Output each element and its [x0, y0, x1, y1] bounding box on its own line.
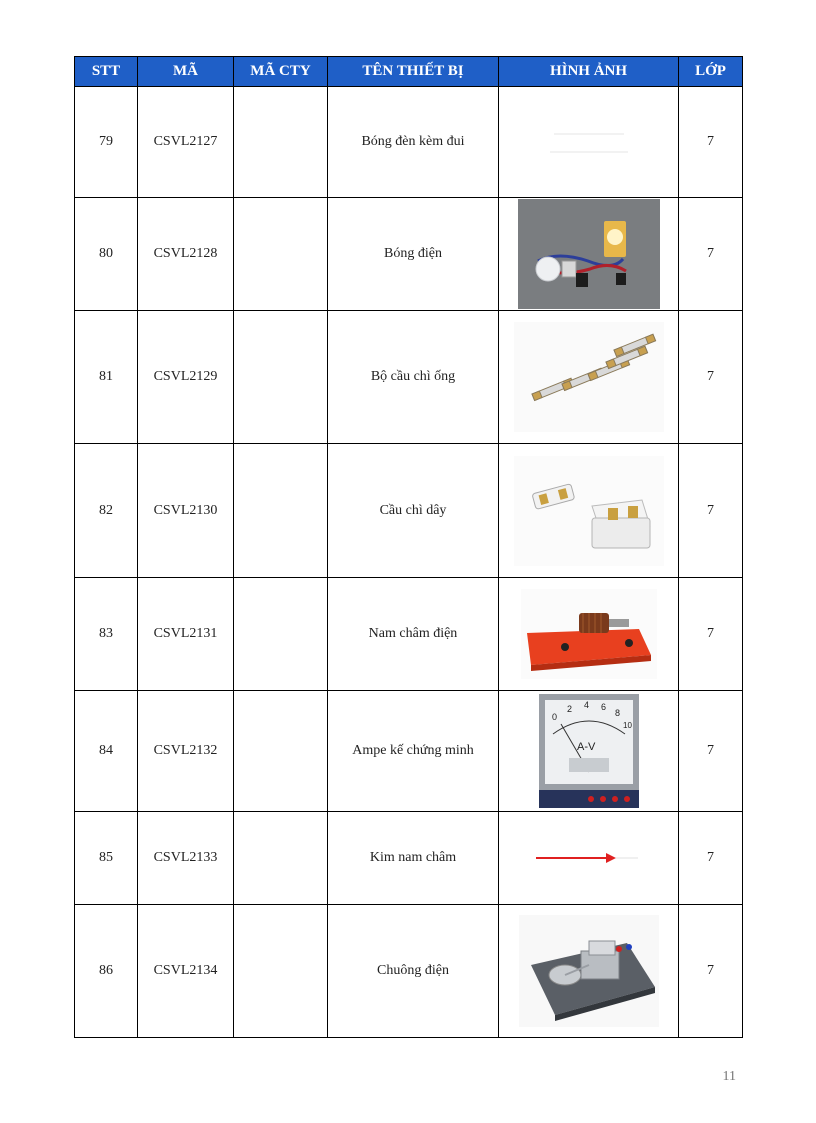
cell-hinh — [499, 198, 679, 311]
cell-ten: Cầu chì dây — [328, 444, 499, 578]
cell-lop: 7 — [679, 578, 743, 691]
ammeter-scale-6: 6 — [600, 702, 606, 712]
cell-stt: 86 — [75, 905, 138, 1038]
ammeter-scale-0: 0 — [551, 712, 557, 722]
cell-lop: 7 — [679, 198, 743, 311]
cell-lop: 7 — [679, 444, 743, 578]
table-row — [75, 87, 743, 198]
cell-ma-cty — [234, 905, 328, 1038]
equipment-table — [74, 56, 743, 1038]
cell-ma: CSVL2128 — [138, 198, 234, 311]
cell-ma: CSVL2134 — [138, 905, 234, 1038]
bulb-with-wires-image — [518, 199, 660, 309]
cell-ten: Bóng đèn kèm đui — [328, 87, 499, 198]
ammeter-label: A-V — [576, 741, 595, 753]
cell-ma: CSVL2131 — [138, 578, 234, 691]
table-row — [75, 905, 743, 1038]
header-ma-cty: MÃ CTY — [234, 57, 328, 87]
cell-ma-cty — [234, 812, 328, 905]
cell-ma: CSVL2132 — [138, 691, 234, 812]
cell-lop: 7 — [679, 87, 743, 198]
cell-ma: CSVL2133 — [138, 812, 234, 905]
cell-ma: CSVL2130 — [138, 444, 234, 578]
cell-lop: 7 — [679, 812, 743, 905]
cell-ma-cty — [234, 311, 328, 444]
cell-lop: 7 — [679, 905, 743, 1038]
cell-hinh — [499, 87, 679, 198]
tube-fuses-image — [514, 322, 664, 432]
cell-ma: CSVL2127 — [138, 87, 234, 198]
table-row — [75, 691, 743, 812]
cell-stt: 79 — [75, 87, 138, 198]
wire-fuse-image — [514, 456, 664, 566]
cell-ma: CSVL2129 — [138, 311, 234, 444]
cell-stt: 80 — [75, 198, 138, 311]
cell-hinh — [499, 578, 679, 691]
cell-ma-cty — [234, 444, 328, 578]
electric-bell-image — [519, 915, 659, 1027]
blank-image — [544, 122, 634, 162]
cell-lop: 7 — [679, 691, 743, 812]
cell-stt: 84 — [75, 691, 138, 812]
cell-stt: 85 — [75, 812, 138, 905]
cell-ten: Kim nam châm — [328, 812, 499, 905]
ammeter-scale-4: 4 — [583, 700, 589, 710]
cell-ten: Ampe kế chứng minh — [328, 691, 499, 812]
table-header-row — [75, 57, 743, 87]
table-row — [75, 311, 743, 444]
cell-hinh — [499, 691, 679, 812]
cell-stt: 83 — [75, 578, 138, 691]
page-number: 11 — [722, 1069, 736, 1084]
magnetic-needle-image — [534, 843, 644, 873]
header-hinh-anh: HÌNH ẢNH — [499, 57, 679, 87]
table-row — [75, 578, 743, 691]
cell-ma-cty — [234, 691, 328, 812]
cell-hinh — [499, 444, 679, 578]
cell-ma-cty — [234, 578, 328, 691]
cell-hinh — [499, 905, 679, 1038]
table-row — [75, 444, 743, 578]
header-ten-thiet-bi: TÊN THIẾT BỊ — [328, 57, 499, 87]
header-lop: LỚP — [679, 57, 743, 87]
cell-ten: Nam châm điện — [328, 578, 499, 691]
table-row — [75, 198, 743, 311]
cell-hinh — [499, 311, 679, 444]
ammeter-image — [539, 694, 639, 808]
cell-stt: 82 — [75, 444, 138, 578]
cell-ten: Bóng điện — [328, 198, 499, 311]
electromagnet-image — [521, 589, 657, 679]
cell-ma-cty — [234, 198, 328, 311]
cell-ten: Bộ cầu chì ống — [328, 311, 499, 444]
ammeter-scale-2: 2 — [566, 704, 572, 714]
ammeter-scale-10: 10 — [622, 721, 632, 730]
ammeter-scale-8: 8 — [614, 708, 620, 718]
cell-stt: 81 — [75, 311, 138, 444]
header-stt: STT — [75, 57, 138, 87]
cell-hinh — [499, 812, 679, 905]
cell-ma-cty — [234, 87, 328, 198]
table-row — [75, 812, 743, 905]
cell-lop: 7 — [679, 311, 743, 444]
header-ma: MÃ — [138, 57, 234, 87]
cell-ten: Chuông điện — [328, 905, 499, 1038]
